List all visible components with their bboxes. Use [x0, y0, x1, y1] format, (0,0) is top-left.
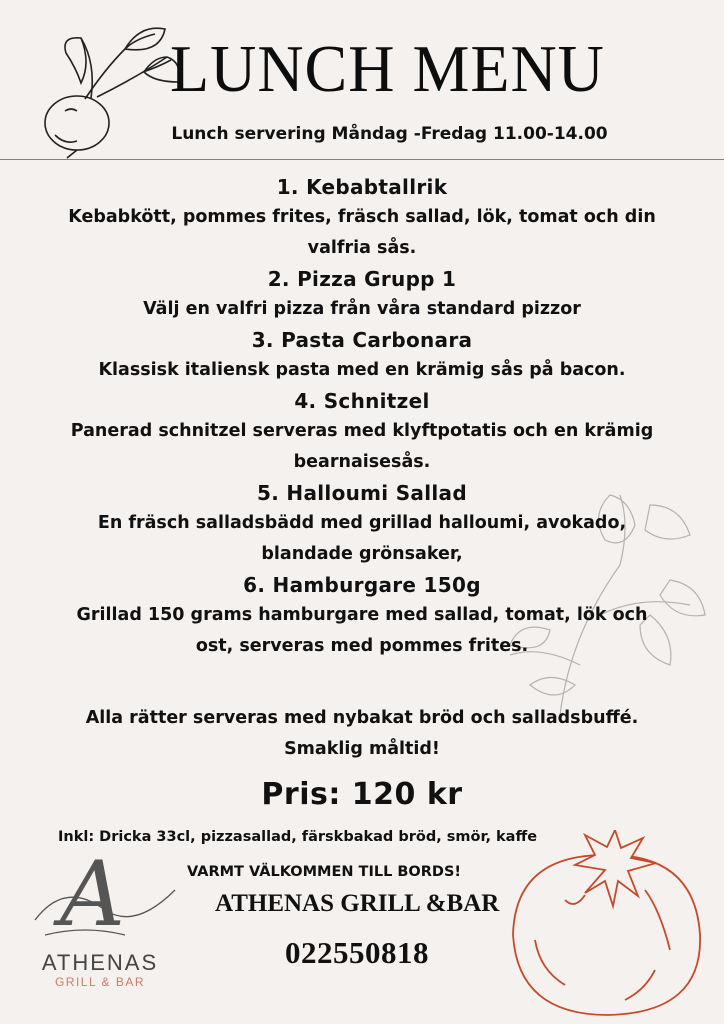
- logo-name: ATHENAS: [41, 950, 159, 975]
- serving-hours: Lunch servering Måndag -Fredag 11.00-14.00: [171, 124, 608, 144]
- logo-subtitle: GRILL & BAR: [54, 975, 146, 989]
- dish-title: 1. Kebabtallrik: [276, 175, 448, 199]
- menu-item: [0, 570, 724, 662]
- logo-monogram: A: [60, 842, 125, 947]
- dish-description: Grillad 150 grams hamburgare med sallad, tomat, lök och ost, serveras med pommes frites.: [76, 605, 648, 656]
- dish-description: En fräsch salladsbädd med grillad halloumi, avokado, blandade grönsaker,: [97, 513, 627, 564]
- menu-item: [0, 386, 724, 478]
- dish-description: Kebabkött, pommes frites, fräsch sallad, lök, tomat och din valfria sås.: [68, 207, 656, 258]
- price: Pris: 120 kr: [261, 777, 463, 812]
- menu-item: [0, 264, 724, 325]
- page-title: LUNCH MENU: [170, 31, 605, 106]
- phone-number: 022550818: [285, 935, 429, 970]
- header-divider: [0, 159, 724, 160]
- restaurant-name: ATHENAS GRILL &BAR: [215, 890, 500, 917]
- dish-title: 4. Schnitzel: [294, 389, 430, 413]
- dish-description: Klassisk italiensk pasta med en krämig sås på bacon.: [98, 360, 626, 380]
- dish-title: 6. Hamburgare 150g: [243, 573, 481, 597]
- logo-flourish-icon: [25, 880, 185, 950]
- includes-note: Inkl: Dricka 33cl, pizzasallad, färskbakad bröd, smör, kaffe: [58, 829, 538, 845]
- menu-list: [0, 172, 724, 662]
- dish-description: Välj en valfri pizza från våra standard pizzor: [143, 299, 581, 319]
- menu-item: [0, 172, 724, 264]
- dish-description: Panerad schnitzel serveras med klyftpotatis och en krämig bearnaisesås.: [70, 421, 654, 472]
- welcome-text: VARMT VÄLKOMMEN TILL BORDS!: [187, 864, 461, 880]
- dish-title: 5. Halloumi Sallad: [257, 481, 467, 505]
- dish-title: 3. Pasta Carbonara: [251, 328, 473, 352]
- closing-note: Alla rätter serveras med nybakat bröd och salladsbuffé. Smaklig måltid!: [85, 708, 639, 759]
- dish-title: 2. Pizza Grupp 1: [267, 267, 457, 291]
- menu-item: [0, 325, 724, 386]
- tomato-illustration-icon: [505, 830, 705, 1020]
- menu-item: [0, 478, 724, 570]
